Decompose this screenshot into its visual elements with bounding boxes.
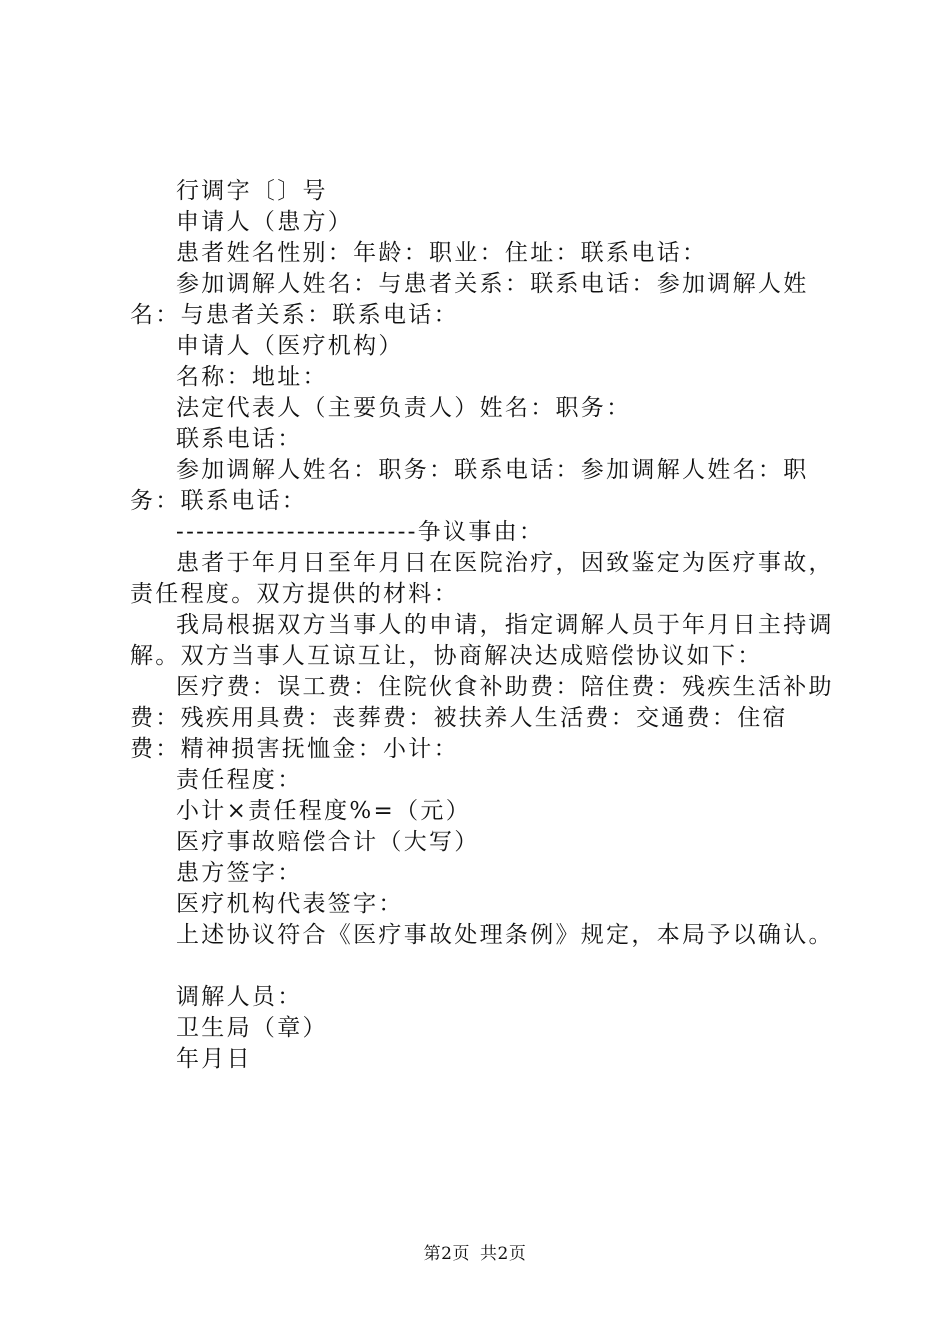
confirmation-line: 上述协议符合《医疗事故处理条例》规定，本局予以确认。 bbox=[176, 922, 834, 948]
page-number: 第2页 bbox=[423, 1244, 470, 1264]
applicant-institution-heading: 申请人（医疗机构） bbox=[176, 333, 404, 359]
applicant-patient-heading: 申请人（患方） bbox=[176, 209, 354, 235]
patient-info-line: 患者姓名性别：年龄：职业：住址：联系电话： bbox=[176, 240, 708, 266]
patient-signature-line: 患方签字： bbox=[176, 860, 303, 886]
case-number-line: 行调字〔〕号 bbox=[176, 178, 328, 204]
document-body bbox=[130, 176, 835, 1075]
mediation-paragraph: 我局根据双方当事人的申请，指定调解人员于年月日主持调解。双方当事人互谅互让，协商解决达成赔偿协议如下： bbox=[130, 612, 834, 669]
compensation-items-paragraph: 医疗费：误工费：住院伙食补助费：陪住费：残疾生活补助费：残疾用具费：丧葬费：被扶养人生活费：交通费：住宿费：精神损害抚恤金：小计： bbox=[130, 674, 834, 762]
page-total: 共2页 bbox=[480, 1244, 527, 1264]
dispute-description-paragraph: 患者于年月日至年月日在医院治疗，因致鉴定为医疗事故，责任程度。双方提供的材料： bbox=[130, 550, 834, 607]
institution-signature-line: 医疗机构代表签字： bbox=[176, 891, 404, 917]
compensation-total-line: 医疗事故赔偿合计（大写） bbox=[176, 829, 480, 855]
page-footer bbox=[0, 1243, 950, 1265]
subtotal-formula-line: 小计×责任程度%=（元） bbox=[176, 798, 471, 824]
health-bureau-seal-line: 卫生局（章） bbox=[176, 1015, 328, 1041]
mediator-line: 调解人员： bbox=[176, 984, 303, 1010]
patient-mediators-line: 参加调解人姓名：与患者关系：联系电话：参加调解人姓名：与患者关系：联系电话： bbox=[130, 271, 809, 328]
dispute-reason-heading: ------------------------争议事由： bbox=[176, 519, 545, 545]
institution-name-address-line: 名称：地址： bbox=[176, 364, 328, 390]
institution-mediators-line: 参加调解人姓名：职务：联系电话：参加调解人姓名：职务：联系电话： bbox=[130, 457, 809, 514]
institution-phone-line: 联系电话： bbox=[176, 426, 303, 452]
liability-degree-line: 责任程度： bbox=[176, 767, 303, 793]
legal-representative-line: 法定代表人（主要负责人）姓名：职务： bbox=[176, 395, 632, 421]
date-line: 年月日 bbox=[176, 1046, 252, 1072]
